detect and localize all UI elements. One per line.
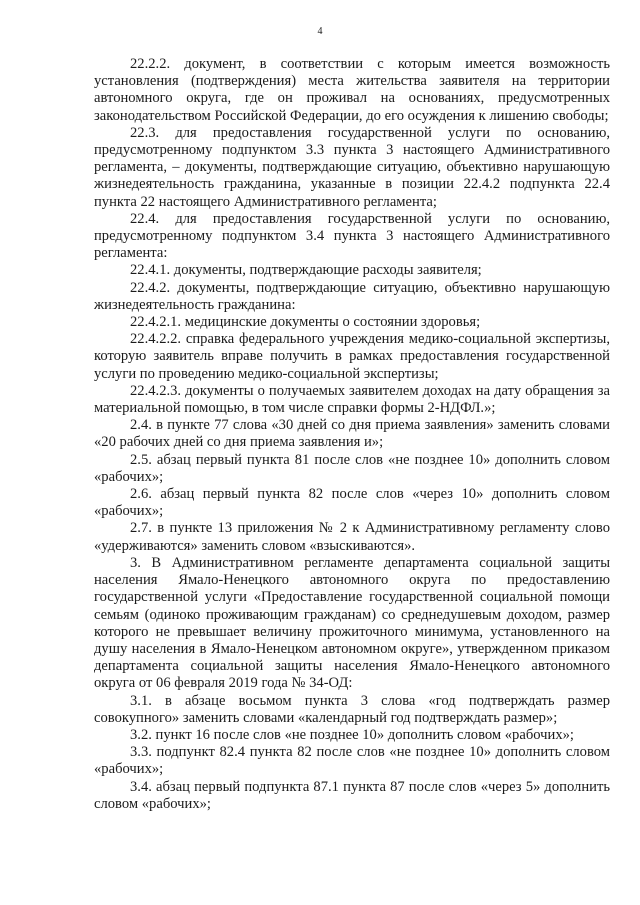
- document-body: [94, 56, 610, 813]
- paragraph-22-3: 22.3. для предоставления государственной услуги по основанию, предусмотренному подпунктом 3.3 пункта 3 настоящего Административного регламента, – документы, подтверждающие ситуацию, объективно нарушающую жизнедеятельность гражданина, указанные в позиции 22.4.2 подпункта 22.4 пункта 22 настоящего Административного регламента;: [94, 124, 610, 210]
- paragraph-22-4-2: 22.4.2. документы, подтверждающие ситуацию, объективно нарушающую жизнедеятельность гражданина:: [94, 279, 610, 313]
- paragraph-22-2-2: 22.2.2. документ, в соответствии с которым имеется возможность установления (подтверждения) места жительства заявителя на территории автономного округа, где он проживал на основаниях, предусмотренных законодательством Российской Федерации, до его осуждения к лишению свободы;: [94, 56, 610, 124]
- paragraph-22-4-2-1: 22.4.2.1. медицинские документы о состоянии здоровья;: [130, 314, 481, 331]
- paragraph-2-6: 2.6. абзац первый пункта 82 после слов «через 10» дополнить словом «рабочих»;: [94, 486, 610, 520]
- paragraph-3-4: 3.4. абзац первый подпункта 87.1 пункта 87 после слов «через 5» дополнить словом «рабочих»;: [94, 778, 610, 812]
- paragraph-22-4-1: 22.4.1. документы, подтверждающие расходы заявителя;: [130, 262, 482, 279]
- paragraph-2-7: 2.7. в пункте 13 приложения № 2 к Административному регламенту слово «удерживаются» заменить словом «взыскиваются».: [94, 520, 610, 554]
- paragraph-22-4-2-3: 22.4.2.3. документы о получаемых заявителем доходах на дату обращения за материальной помощью, в том числе справки формы 2-НДФЛ.»;: [94, 382, 610, 417]
- paragraph-3-2: 3.2. пункт 16 после слов «не позднее 10» дополнить словом «рабочих»;: [130, 726, 574, 743]
- paragraph-2-4: 2.4. в пункте 77 слова «30 дней со дня приема заявления» заменить словами «20 рабочих дней со дня приема заявления и»;: [94, 417, 610, 451]
- paragraph-2-5: 2.5. абзац первый пункта 81 после слов «не позднее 10» дополнить словом «рабочих»;: [94, 451, 610, 485]
- page-number: 4: [317, 26, 323, 37]
- paragraph-22-4-2-2: 22.4.2.2. справка федерального учреждения медико-социальной экспертизы, которую заявитель вправе получить в рамках предоставления государственной услуги по проведению медико-социальной экспертизы;: [94, 331, 610, 382]
- paragraph-3-3: 3.3. подпункт 82.4 пункта 82 после слов «не позднее 10» дополнить словом «рабочих»;: [94, 744, 610, 778]
- paragraph-22-4: 22.4. для предоставления государственной услуги по основанию, предусмотренному подпунктом 3.4 пункта 3 настоящего Административного регламента:: [94, 210, 610, 262]
- paragraph-3: 3. В Административном регламенте департамента социальной защиты населения Ямало-Ненецкого автономного округа по предоставлению государственной услуги «Предоставление государственной социальной помощи семьям (одиноко проживающим гражданам) со среднедушевым доходом, размер которого не превышает величину прожиточного минимума, установленного на душу населения в Ямало-Ненецком автономном округе», утвержденном приказом департамента социальной защиты населения Ямало-Ненецкого автономного округа от 06 февраля 2019 года № 34-ОД:: [94, 554, 610, 692]
- paragraph-3-1: 3.1. в абзаце восьмом пункта 3 слова «год подтверждать размер совокупного» заменить словами «календарный год подтверждать размер»;: [94, 692, 610, 726]
